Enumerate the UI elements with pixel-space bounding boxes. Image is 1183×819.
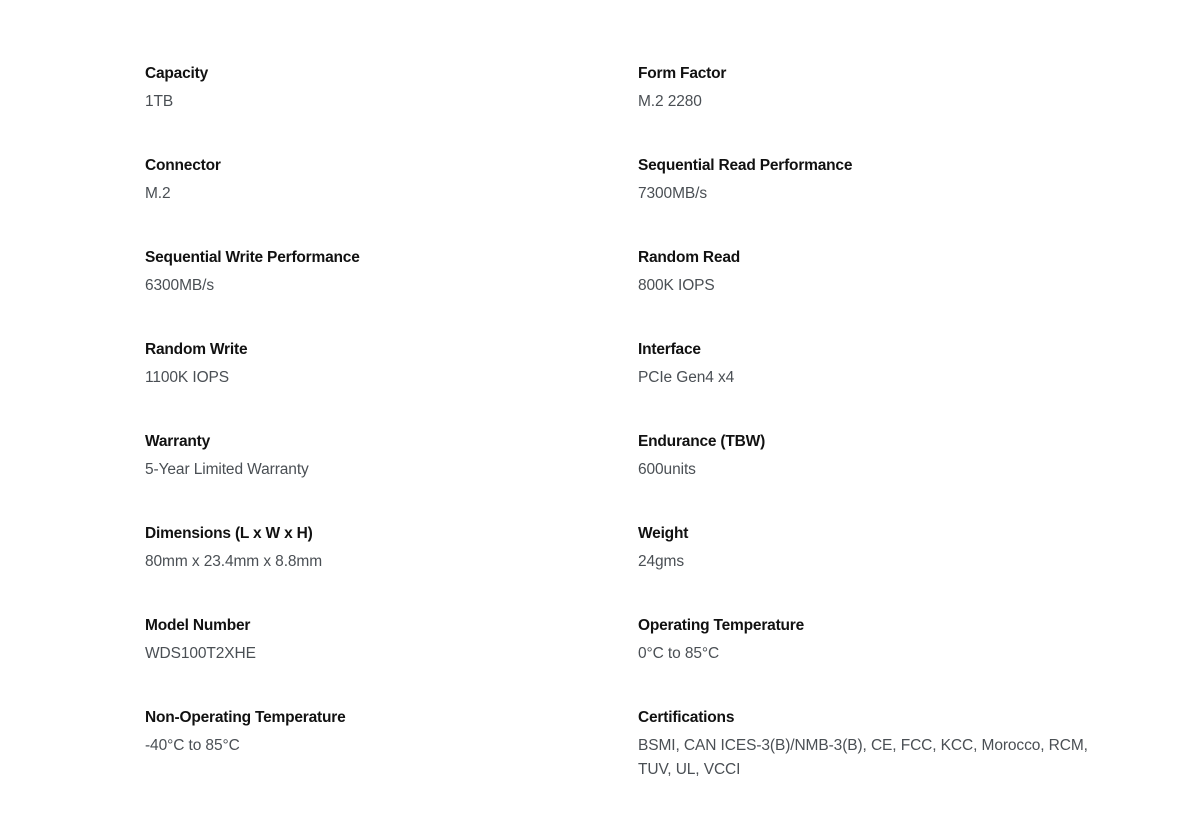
spec-value: 24gms bbox=[638, 553, 685, 570]
spec-value: M.2 bbox=[145, 185, 171, 202]
spec-sequential-write bbox=[145, 246, 638, 338]
spec-value: 6300MB/s bbox=[145, 277, 214, 294]
spec-value: 80mm x 23.4mm x 8.8mm bbox=[145, 553, 323, 570]
spec-label: Random Write bbox=[145, 341, 248, 358]
spec-interface bbox=[638, 338, 1105, 430]
spec-operating-temperature bbox=[638, 614, 1105, 706]
spec-certifications bbox=[638, 706, 1105, 798]
spec-label: Interface bbox=[638, 341, 701, 358]
spec-model-number bbox=[145, 614, 638, 706]
spec-value: 1100K IOPS bbox=[145, 369, 230, 386]
spec-value: 600units bbox=[638, 461, 696, 478]
spec-value: WDS100T2XHE bbox=[145, 645, 256, 662]
spec-label: Certifications bbox=[638, 709, 735, 726]
spec-label: Random Read bbox=[638, 249, 741, 266]
spec-label: Sequential Write Performance bbox=[145, 249, 360, 266]
spec-form-factor bbox=[638, 62, 1105, 154]
spec-label: Weight bbox=[638, 525, 689, 542]
spec-endurance bbox=[638, 430, 1105, 522]
spec-value: M.2 2280 bbox=[638, 93, 702, 110]
spec-random-write bbox=[145, 338, 638, 430]
spec-label: Non-Operating Temperature bbox=[145, 709, 346, 726]
spec-value: 800K IOPS bbox=[638, 277, 715, 294]
spec-value: BSMI, CAN ICES-3(B)/NMB-3(B), CE, FCC, KCC, Morocco, RCM, TUV, UL, VCCI bbox=[638, 737, 1088, 778]
spec-dimensions bbox=[145, 522, 638, 614]
spec-label: Connector bbox=[145, 157, 221, 174]
spec-weight bbox=[638, 522, 1105, 614]
spec-value: 1TB bbox=[145, 93, 174, 110]
spec-value: -40°C to 85°C bbox=[145, 737, 240, 754]
spec-label: Form Factor bbox=[638, 65, 727, 82]
spec-value: 0°C to 85°C bbox=[638, 645, 720, 662]
spec-label: Endurance (TBW) bbox=[638, 433, 766, 450]
spec-label: Operating Temperature bbox=[638, 617, 805, 634]
spec-capacity bbox=[145, 62, 638, 154]
spec-label: Dimensions (L x W x H) bbox=[145, 525, 313, 542]
spec-label: Sequential Read Performance bbox=[638, 157, 853, 174]
spec-connector bbox=[145, 154, 638, 246]
spec-label: Capacity bbox=[145, 65, 209, 82]
spec-warranty bbox=[145, 430, 638, 522]
spec-label: Model Number bbox=[145, 617, 251, 634]
spec-sequential-read bbox=[638, 154, 1105, 246]
spec-random-read bbox=[638, 246, 1105, 338]
spec-label: Warranty bbox=[145, 433, 211, 450]
spec-value: 5-Year Limited Warranty bbox=[145, 461, 309, 478]
specifications-grid bbox=[145, 62, 1105, 798]
spec-non-operating-temperature bbox=[145, 706, 638, 798]
spec-value: PCIe Gen4 x4 bbox=[638, 369, 735, 386]
spec-value: 7300MB/s bbox=[638, 185, 707, 202]
